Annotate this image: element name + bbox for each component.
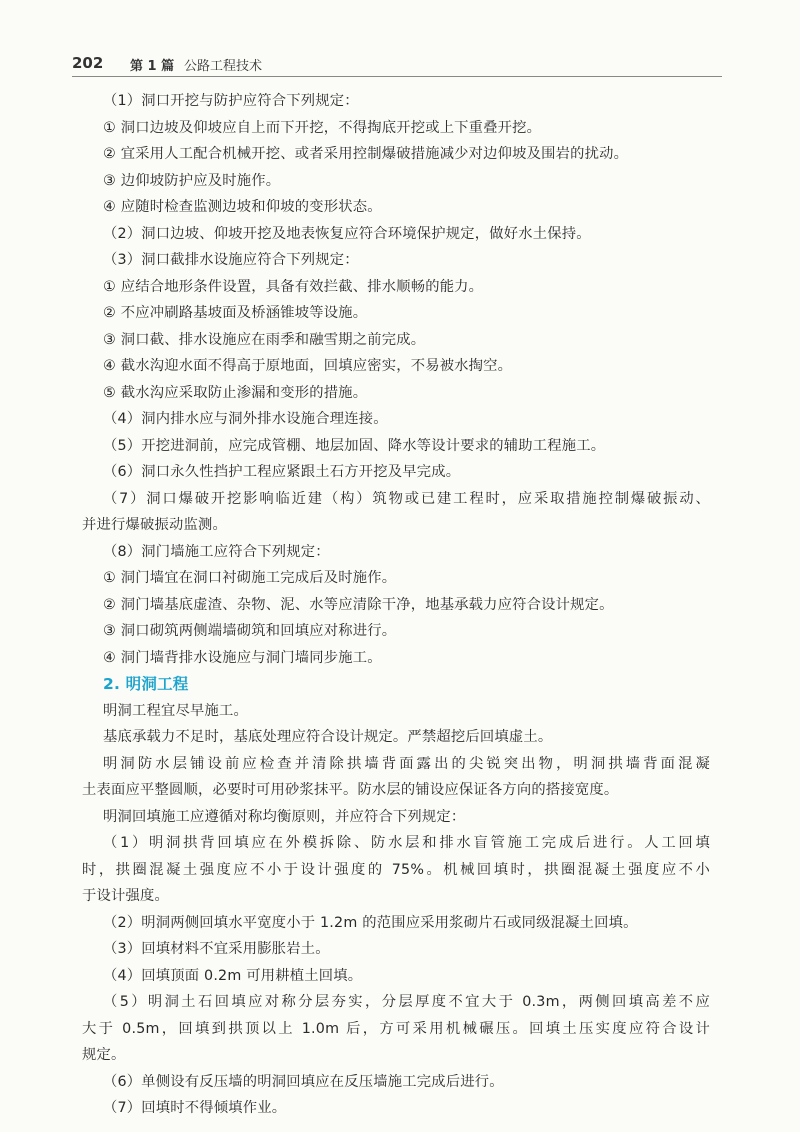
text-line: ⑤ 截水沟应采取防止渗漏和变形的措施。 (103, 384, 368, 401)
text-line: 并进行爆破振动监测。 (82, 517, 227, 533)
text-line: （6）单侧设有反压墙的明洞回填应在反压墙施工完成后进行。 (103, 1073, 504, 1090)
text-line: ④ 应随时检查监测边坡和仰坡的变形状态。 (103, 199, 382, 215)
text-line: （8）洞门墙施工应符合下列规定： (103, 543, 330, 560)
text-line: 时，拱圈混凝土强度应不小于设计强度的 75%。机械回填时，拱圈混凝土强度应不小 (82, 861, 710, 878)
text-line: （1）洞口开挖与防护应符合下列规定： (103, 93, 359, 109)
text-line: ② 不应冲刷路基坡面及桥涵锥坡等设施。 (103, 305, 368, 321)
text-line: （4）洞内排水应与洞外排水设施合理连接。 (103, 411, 388, 427)
text-line: （2）明洞两侧回填水平宽度小于 1.2m 的范围应采用浆砌片石或同级混凝土回填。 (103, 914, 638, 931)
text-line: ④ 洞门墙背排水设施应与洞门墙同步施工。 (103, 649, 382, 666)
text-line: 于设计强度。 (82, 888, 169, 904)
text-line: ② 洞门墙基底虚渣、杂物、泥、水等应清除干净，地基承载力应符合设计规定。 (103, 596, 614, 613)
text-line: （5）开挖进洞前，应完成管棚、地层加固、降水等设计要求的辅助工程施工。 (103, 437, 606, 454)
text-line: 基底承载力不足时，基底处理应符合设计规定。严禁超挖后回填虚土。 (103, 729, 553, 745)
part-title: 公路工程技术 (184, 59, 263, 74)
page-number: 202 (72, 54, 104, 72)
text-line: ① 应结合地形条件设置，具备有效拦截、排水顺畅的能力。 (103, 278, 484, 295)
running-header (72, 52, 722, 77)
text-line: （1）明洞拱背回填应在外模拆除、防水层和排水盲管施工完成后进行。人工回填 (103, 835, 710, 851)
text-line: 明洞防水层铺设前应检查并清除拱墙背面露出的尖锐突出物，明洞拱墙背面混凝 (103, 755, 710, 772)
part-label: 第 1 篇 (130, 59, 175, 74)
text-line: 大于 0.5m，回填到拱顶以上 1.0m 后，方可采用机械碾压。回填土压实度应符合设计 (82, 1020, 710, 1037)
text-line: ① 洞口边坡及仰坡应自上而下开挖，不得掏底开挖或上下重叠开挖。 (103, 119, 542, 136)
section-heading: 2. 明洞工程 (103, 675, 189, 693)
text-line: ③ 洞口截、排水设施应在雨季和融雪期之前完成。 (103, 331, 426, 348)
text-line: 土表面应平整圆顺，必要时可用砂浆抹平。防水层的铺设应保证各方向的搭接宽度。 (82, 782, 619, 798)
text-line: （3）回填材料不宜采用膨胀岩土。 (103, 941, 330, 957)
text-line: （7）洞口爆破开挖影响临近建（构）筑物或已建工程时，应采取措施控制爆破振动、 (103, 490, 710, 507)
text-line: ② 宜采用人工配合机械开挖、或者采用控制爆破措施减少对边仰坡及围岩的扰动。 (103, 146, 629, 162)
text-line: （6）洞口永久性挡护工程应紧跟土石方开挖及早完成。 (103, 464, 461, 480)
text-line: 明洞工程宜尽早施工。 (103, 702, 248, 719)
text-line: （5）明洞土石回填应对称分层夯实，分层厚度不宜大于 0.3m，两侧回填高差不应 (103, 994, 710, 1010)
text-line: （4）回填顶面 0.2m 可用耕植土回填。 (103, 967, 363, 984)
text-line: 明洞回填施工应遵循对称均衡原则，并应符合下列规定： (103, 808, 466, 825)
text-line: ③ 边仰坡防护应及时施作。 (103, 172, 281, 189)
text-line: （7）回填时不得倾填作业。 (103, 1100, 287, 1116)
text-line: 规定。 (82, 1047, 126, 1063)
text-line: ③ 洞口砌筑两侧端墙砌筑和回填应对称进行。 (103, 623, 397, 639)
text-line: ④ 截水沟迎水面不得高于原地面，回填应密实，不易被水掏空。 (103, 358, 513, 374)
page-body (82, 88, 710, 1122)
text-line: ① 洞门墙宜在洞口衬砌施工完成后及时施作。 (103, 570, 397, 586)
text-line: （3）洞口截排水设施应符合下列规定： (103, 252, 359, 268)
text-line: （2）洞口边坡、仰坡开挖及地表恢复应符合环境保护规定，做好水土保持。 (103, 225, 591, 242)
